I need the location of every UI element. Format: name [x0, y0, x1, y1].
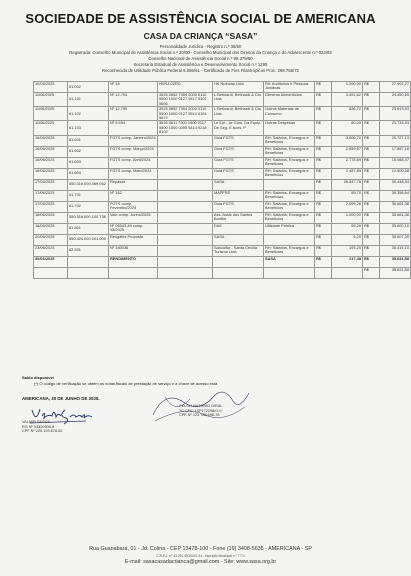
ledger-cell-desc: RH: Salários, Encargos e Benefícios	[264, 190, 315, 201]
ledger-cell-account	[68, 256, 109, 267]
ledger-row	[34, 121, 411, 135]
ledger-cell-desc: Outras Despesas	[264, 121, 315, 135]
ledger-cell-bal-cur: R$	[363, 179, 380, 190]
ledger-cell-balance: 39.448,34	[380, 179, 411, 190]
ledger-cell-value: 80,00	[332, 121, 363, 135]
left-signer-cpf: CPF Nº 225.193.678-82	[22, 429, 63, 434]
ledger-cell-creditor	[158, 234, 213, 245]
ledger-cell-date: 18/06/2025	[34, 223, 68, 234]
ledger-cell-creditor	[158, 267, 213, 278]
ledger-cell-date	[34, 267, 68, 278]
ledger-cell-bal-cur: R$	[363, 245, 380, 256]
organization-title: SOCIEDADE DE ASSISTÊNCIA SOCIAL DE AMERICANA	[25, 11, 376, 26]
ledger-cell-date: 16/06/2025	[34, 146, 68, 157]
ledger-row	[34, 157, 411, 168]
ledger-cell-date: 16/06/2025	[34, 168, 68, 179]
footer-contact: E-mail: sasacasadacrianca@gmail.com - Site: www.sasa.org.br	[124, 559, 277, 565]
ledger-cell-value: 5,20	[332, 234, 363, 245]
ledger-cell-history: Guia FGTS	[213, 146, 264, 157]
ledger-cell-history	[213, 267, 264, 278]
ledger-cell-desc: RH: Salários, Encargos e Benefícios	[264, 146, 315, 157]
ledger-cell-balance: 35.631,58	[380, 267, 411, 278]
ledger-cell-history: Guia FGTS	[213, 157, 264, 168]
header-line-4: Secretaria Estadual de Assistência e Desenvolvimento Social n.º 1295	[133, 62, 268, 67]
ledger-row	[34, 190, 411, 201]
ledger-cell-balance: 35.607,30	[380, 234, 411, 245]
organization-subtitle: CASA DA CRIANÇA “SASA”	[143, 31, 258, 41]
ledger-cell-doc: Nº 18	[109, 82, 158, 93]
ledger-cell-account: 550.424.000.001.005	[68, 234, 109, 245]
ledger-cell-creditor	[158, 223, 213, 234]
ledger-row	[34, 146, 411, 157]
ledger-cell-history: HK Nutricao Ltda	[213, 82, 264, 93]
ledger-cell-val-cur	[315, 267, 332, 278]
ledger-cell-value: 1.000,00	[332, 212, 363, 223]
ledger-cell-value: 3.451,62	[332, 93, 363, 107]
ledger-cell-date: 30/06/2025	[34, 256, 68, 267]
ledger-cell-val-cur: R$	[315, 179, 332, 190]
ledger-cell-val-cur: R$	[315, 135, 332, 146]
ledger-cell-history: MAPFRE	[213, 190, 264, 201]
ledger-cell-doc: RENDIMENTO	[109, 256, 158, 267]
ledger-cell-date: 23/06/2025	[34, 245, 68, 256]
ledger-cell-history: L.Betinardi, Betinardi & Cia Ltda	[213, 93, 264, 107]
ledger-cell-creditor	[158, 256, 213, 267]
ledger-row	[34, 267, 411, 278]
ledger-cell-balance: 17.867,16	[380, 146, 411, 157]
ledger-cell-balance: 27.902,27	[380, 82, 411, 93]
ledger-cell-account: 61.002	[68, 82, 109, 93]
header-line-1: Personalidade Jurídica - Registro n.º 35/60	[159, 44, 242, 49]
ledger-cell-doc	[109, 267, 158, 278]
left-signer-block	[22, 420, 62, 434]
ledger-cell-balance: 20.727,13	[380, 135, 411, 146]
ledger-row	[34, 234, 411, 245]
ledger-cell-account	[68, 267, 109, 278]
ledger-cell-account: 61.101	[68, 93, 109, 107]
ledger-cell-value: 89,70	[332, 190, 363, 201]
ledger-cell-value: 26.847,76	[332, 179, 363, 190]
ledger-cell-doc: Nº 12.794	[109, 93, 158, 107]
ledger-cell-creditor: 3525 0652 7354 2000 0110 5500 1000 0127 9417 5302 5606	[158, 93, 213, 107]
ledger-cell-account: 61.602	[68, 146, 109, 157]
ledger-cell-bal-cur: R$	[363, 157, 380, 168]
ledger-cell-creditor	[158, 179, 213, 190]
ledger-cell-val-cur: R$	[315, 245, 332, 256]
ledger-cell-date: 11/06/2025	[34, 93, 68, 107]
ledger-cell-val-cur: R$	[315, 146, 332, 157]
ledger-cell-desc: SASA	[264, 256, 315, 267]
ledger-row	[34, 179, 411, 190]
ledger-cell-doc: Nº 162	[109, 190, 158, 201]
ledger-cell-value: 217,48	[332, 256, 363, 267]
ledger-cell-creditor	[158, 212, 213, 223]
ledger-cell-creditor: 3525 0652 7354 2000 0110 5500 1000 0127 9510 6154 5672	[158, 107, 213, 121]
ledger-cell-desc	[264, 179, 315, 190]
right-signer-name: CELSO ANTONIO GIRAL	[179, 404, 223, 408]
header-line-3: Conselho Nacional de Assistência Social n.º 99.379/60	[148, 56, 253, 61]
ledger-cell-creditor	[158, 146, 213, 157]
ledger-cell-val-cur: R$	[315, 157, 332, 168]
ledger-cell-bal-cur: R$	[363, 121, 380, 135]
ledger-cell-balance: 39.358,64	[380, 190, 411, 201]
ledger-cell-doc: FGTS comp. Fevereiro/2024	[109, 201, 158, 212]
header-line-5: Reconhecida de Utilidade Pública Federal 6.086/61 - Certificado de Fins Filantrópicos Proc. 268.756/72	[101, 68, 300, 73]
ledger-cell-doc: Resgates Proposta	[109, 234, 158, 245]
footer-address: Rua Guanabara, 01 - Jd. Colina - CEP 13478-100 - Fone (19) 3408-5635 - AMERICANA - SP	[89, 546, 312, 552]
ledger-cell-bal-cur: R$	[363, 234, 380, 245]
ledger-cell-bal-cur: R$	[363, 93, 380, 107]
ledger-cell-doc: FGTS comp. Janeiro/2024	[109, 135, 158, 146]
ledger-cell-val-cur: R$	[315, 82, 332, 93]
ledger-cell-desc: Rh: Auditorios e Pessoas Juridicas	[264, 82, 315, 93]
ledger-cell-balance: 23.733,93	[380, 121, 411, 135]
ledger-cell-date: 16/06/2025	[34, 157, 68, 168]
ledger-cell-creditor: HVNJ-0ZRD	[158, 82, 213, 93]
ledger-cell-account: 62.301	[68, 245, 109, 256]
ledger-cell-account: 61.702	[68, 201, 109, 212]
ledger-cell-bal-cur: R$	[363, 135, 380, 146]
ledger-cell-value: 3.006,70	[332, 135, 363, 146]
ledger-cell-date: 11/06/2025	[34, 121, 68, 135]
ledger-cell-desc: Gêneros Alimentícios	[264, 93, 315, 107]
ledger-cell-doc: Nº 180036	[109, 245, 158, 256]
ledger-row	[34, 168, 411, 179]
ledger-cell-val-cur: R$	[315, 256, 332, 267]
available-balance-label: Saldo disponível	[22, 375, 54, 380]
ledger-cell-history: Sanculfur - Santa Cecília Turismo Ltda	[213, 245, 264, 256]
ledger-cell-balance: 36.661,38	[380, 201, 411, 212]
ledger-cell-creditor	[158, 201, 213, 212]
ledger-cell-val-cur: R$	[315, 212, 332, 223]
ledger-cell-desc: RH: Salários, Encargos e Benefícios	[264, 135, 315, 146]
ledger-row	[34, 82, 411, 93]
ledger-cell-balance: 15.088,47	[380, 157, 411, 168]
ledger-cell-history: Le Epi - Je Gum. Da Equip. De Seg. E Aces. P	[213, 121, 264, 135]
ledger-cell-history: Guia FGTS	[213, 135, 264, 146]
ledger-cell-val-cur: R$	[315, 121, 332, 135]
ledger-cell-bal-cur: R$	[363, 107, 380, 121]
ledger-cell-bal-cur: R$	[363, 168, 380, 179]
ledger-cell-date: 20/06/2025	[34, 234, 68, 245]
ledger-table	[33, 81, 411, 279]
ledger-cell-balance: 24.450,65	[380, 93, 411, 107]
ledger-cell-bal-cur: R$	[363, 267, 380, 278]
ledger-cell-account: 61.603	[68, 157, 109, 168]
ledger-cell-bal-cur: R$	[363, 190, 380, 201]
ledger-row	[34, 223, 411, 234]
ledger-cell-doc: Nº 12.795	[109, 107, 158, 121]
ledger-cell-balance: 12.600,58	[380, 168, 411, 179]
ledger-cell-bal-cur: R$	[363, 201, 380, 212]
ledger-cell-account: 61.701	[68, 190, 109, 201]
ledger-cell-desc: RH: Salários, Encargos e Benefícios	[264, 212, 315, 223]
ledger-cell-val-cur: R$	[315, 234, 332, 245]
ledger-cell-account: 550.316.000.069.052	[68, 179, 109, 190]
ledger-cell-balance: 35.631,58	[380, 256, 411, 267]
ledger-cell-desc: RH: Salários, Encargos e Benefícios	[264, 168, 315, 179]
ledger-cell-doc: Repasse	[109, 179, 158, 190]
header-line-2: Registrada: Conselho Municipal de Assistência Social n.º 20/00 - Conselho Municipal dos Direitos da Criança e do Adolescente n.º 022/93	[69, 50, 332, 55]
ledger-cell-val-cur: R$	[315, 93, 332, 107]
ledger-cell-value: 59,28	[332, 223, 363, 234]
ledger-cell-history	[213, 256, 264, 267]
ledger-cell-date: 17/06/2025	[34, 201, 68, 212]
ledger-row	[34, 256, 411, 267]
ledger-cell-date: 10/06/2025	[34, 82, 68, 93]
ledger-cell-creditor	[158, 190, 213, 201]
footer-registration: C.N.P.J. n.º 43.291.450/0001-34 - Inscrição Municipal n.º 7774	[156, 554, 245, 558]
verification-note: (*) O código de verificação se obtém as notas fiscais de prestação de serviço e a chave de acesso está	[34, 381, 218, 386]
ledger-row	[34, 107, 411, 121]
ledger-cell-account: 61.801	[68, 223, 109, 234]
ledger-cell-bal-cur: R$	[363, 146, 380, 157]
ledger-row	[34, 201, 411, 212]
ledger-cell-value: 2.699,26	[332, 201, 363, 212]
ledger-cell-bal-cur: R$	[363, 82, 380, 93]
ledger-cell-balance: 35.602,10	[380, 223, 411, 234]
ledger-cell-creditor	[158, 135, 213, 146]
ledger-cell-creditor	[158, 168, 213, 179]
ledger-cell-history: L.Betinardi, Betinardi & Cia Ltda	[213, 107, 264, 121]
ledger-row	[34, 93, 411, 107]
ledger-row	[34, 245, 411, 256]
ledger-cell-date: 11/06/2025	[34, 107, 68, 121]
ledger-cell-value: 2.859,97	[332, 146, 363, 157]
ledger-cell-history: DAE	[213, 223, 264, 234]
ledger-cell-creditor	[158, 157, 213, 168]
ledger-cell-desc: RH: Salários, Encargos e Benefícios	[264, 157, 315, 168]
ledger-cell-doc: FGTS comp. Março/2024	[109, 146, 158, 157]
ledger-row	[34, 135, 411, 146]
ledger-cell-val-cur: R$	[315, 223, 332, 234]
ledger-cell-value: 836,72	[332, 107, 363, 121]
ledger-cell-balance: 23.613,93	[380, 107, 411, 121]
ledger-cell-val-cur: R$	[315, 168, 332, 179]
ledger-cell-desc	[264, 267, 315, 278]
ledger-cell-date: 16/06/2025	[34, 135, 68, 146]
ledger-cell-history: Guia FGTS	[213, 168, 264, 179]
ledger-cell-account: 61.601	[68, 135, 109, 146]
right-signer-crc: TC CRC 1SP172258/O-0	[179, 408, 222, 413]
ledger-cell-bal-cur: R$	[363, 223, 380, 234]
ledger-cell-doc: Nº 9.554	[109, 121, 158, 135]
ledger-cell-history: SASA	[213, 179, 264, 190]
ledger-cell-value: 2.487,89	[332, 168, 363, 179]
ledger-cell-value	[332, 267, 363, 278]
ledger-cell-creditor	[158, 245, 213, 256]
ledger-cell-value: 2.778,69	[332, 157, 363, 168]
ledger-cell-desc: RH: Salários, Encargos e Benefícios	[264, 245, 315, 256]
ledger-cell-bal-cur: R$	[363, 256, 380, 267]
ledger-cell-doc: Nº 08543-49 comp. 05/2025	[109, 223, 158, 234]
ledger-cell-history: SASA	[213, 234, 264, 245]
ledger-cell-doc: Vale comp. Junho/2025	[109, 212, 158, 223]
left-signer-rg: RG Nº 34320906-8	[22, 424, 55, 429]
ledger-cell-account: 61.604	[68, 168, 109, 179]
ledger-cell-date: 17/06/2025	[34, 190, 68, 201]
ledger-row	[34, 212, 411, 223]
ledger-cell-date: 18/06/2025	[34, 212, 68, 223]
ledger-cell-doc: FGTS comp. Abril/2024	[109, 157, 158, 168]
ledger-cell-desc	[264, 234, 315, 245]
ledger-cell-value: 1.200,00	[332, 82, 363, 93]
ledger-cell-account: 61.103	[68, 121, 109, 135]
ledger-cell-desc: RH: Salários, Encargos e Benefícios	[264, 201, 315, 212]
ledger-cell-date: 17/06/2025	[34, 179, 68, 190]
ledger-cell-bal-cur: R$	[363, 212, 380, 223]
ledger-cell-account: 550.316.000.100.738	[68, 212, 109, 223]
ledger-cell-history: Ass. Assis dos Santos Bonfim	[213, 212, 264, 223]
right-signer-cpf: CPF Nº 123.788.698-78	[179, 413, 220, 418]
ledger-cell-val-cur: R$	[315, 201, 332, 212]
document-date: AMERICANA, 30 DE JUNHO DE 2025.	[22, 396, 100, 401]
ledger-cell-value: 193,20	[332, 245, 363, 256]
ledger-cell-val-cur: R$	[315, 190, 332, 201]
ledger-cell-desc: Utilidade Pública	[264, 223, 315, 234]
ledger-cell-history: Guia FGTS	[213, 201, 264, 212]
ledger-cell-val-cur: R$	[315, 107, 332, 121]
right-signer-block	[179, 404, 222, 418]
ledger-cell-account: 61.102	[68, 107, 109, 121]
ledger-cell-balance: 35.661,38	[380, 212, 411, 223]
ledger-cell-balance: 35.414,10	[380, 245, 411, 256]
ledger-cell-creditor: 3525 0611 7300 1500 0117 5500 1000 0095 5414 9218 8102	[158, 121, 213, 135]
ledger-cell-desc: Outros Materiais de Consumo	[264, 107, 315, 121]
ledger-cell-doc: FGTS comp. Maio/2024	[109, 168, 158, 179]
left-signer-name: VALMIR SEGGA	[22, 420, 51, 424]
